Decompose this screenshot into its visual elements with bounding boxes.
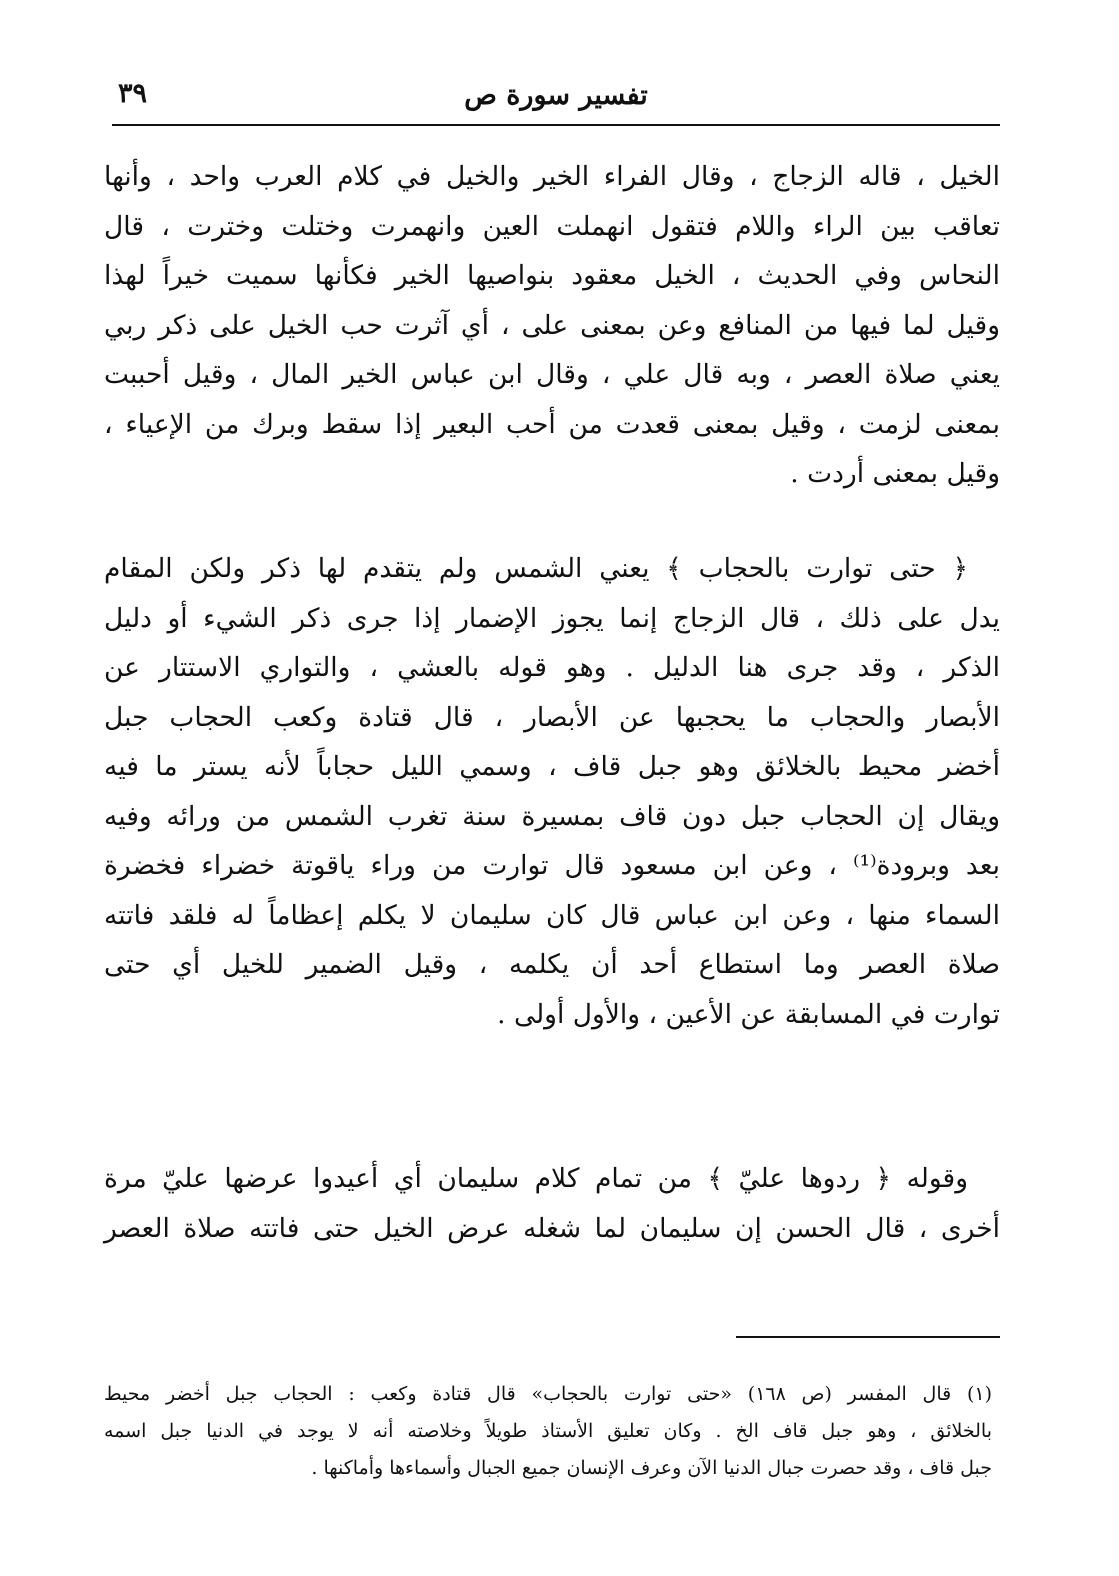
text-line: ويقال إن الحجاب جبل دون قاف بمسيرة سنة تغرب الشمس من ورائه وفيه xyxy=(104,800,1000,832)
text-line: النحاس وفي الحديث ، الخيل معقود بنواصيها الخير فكأنها سميت خيراً لهذا xyxy=(104,260,1000,291)
footnote-line: بالخلائق ، وهو جبل قاف الخ . وكان تعليق الأستاذ طويلاً وخلاصته أنه لا يوجد في الدنيا جبل اسمه xyxy=(104,1420,993,1442)
running-title: تفسير سورة ص xyxy=(464,80,648,111)
paragraph-1 xyxy=(104,152,1000,499)
text-line: تعاقب بين الراء واللام فتقول انهملت العين وانهمرت وختلت وخترت ، قال xyxy=(104,210,1000,242)
text-line: الأبصار والحجاب ما يحجبها عن الأبصار ، قال قتادة وكعب الحجاب جبل xyxy=(104,701,1000,733)
header-rule xyxy=(112,124,1000,126)
text-line: يعني صلاة العصر ، وبه قال علي ، وقال ابن عباس الخير المال ، وقيل أحببت xyxy=(104,359,1000,390)
text-line: أخضر محيط بالخلائق وهو جبل قاف ، وسمي الليل حجاباً لأنه يستر ما فيه xyxy=(104,751,1000,782)
paragraph-3 xyxy=(104,1154,1000,1253)
footnote-line: جبل قاف ، وقد حصرت جبال الدنيا الآن وعرف الإنسان جميع الجبال وأسماءها وأماكنها . xyxy=(311,1457,992,1479)
text-line: بمعنى لزمت ، وقيل بمعنى قعدت من أحب البعير إذا سقط وبرك من الإعياء ، xyxy=(104,408,1000,440)
text-line: أخرى ، قال الحسن إن سليمان لما شغله عرض الخيل حتى فاتته صلاة العصر xyxy=(104,1212,1000,1244)
text-line: يدل على ذلك ، قال الزجاج إنما يجوز الإضمار إذا جرى ذكر الشيء أو دليل xyxy=(104,602,1000,634)
page-number: ٣٩ xyxy=(118,78,148,109)
footnote-rule xyxy=(736,1336,1000,1338)
text-line: ﴿ حتى توارت بالحجاب ﴾ يعني الشمس ولم يتقدم لها ذكر ولكن المقام xyxy=(104,553,968,584)
text-line: صلاة العصر وما استطاع أحد أن يكلمه ، وقيل الضمير للخيل أي حتى xyxy=(104,949,1000,980)
paragraph-2 xyxy=(104,544,1000,1039)
text-line: وقيل بمعنى أردت . xyxy=(790,458,1000,489)
footnote-line: (١) قال المفسر (ص ١٦٨) «حتى توارت بالحجاب» قال قتادة وكعب : الحجاب جبل أخضر محيط xyxy=(104,1383,993,1405)
text-line: السماء منها ، وعن ابن عباس قال كان سليمان لا يكلم إعظاماً له فلقد فاتته xyxy=(104,899,1000,931)
text-line: الخيل ، قاله الزجاج ، وقال الفراء الخير والخيل في كلام العرب واحد ، وأنها xyxy=(104,161,1000,192)
text-line: وقيل لما فيها من المنافع وعن بمعنى على ، أي آثرت حب الخيل على ذكر ربي xyxy=(104,309,1000,341)
text-line: الذكر ، وقد جرى هنا الدليل . وهو قوله بالعشي ، والتواري الاستتار عن xyxy=(104,652,1000,683)
page-header xyxy=(112,78,1000,122)
text-line: وقوله ﴿ ردوها عليّ ﴾ من تمام كلام سليمان أي أعيدوا عرضها عليّ مرة xyxy=(104,1163,968,1194)
text-line: توارت في المسابقة عن الأعين ، والأول أولى . xyxy=(497,998,1000,1030)
text-line: بعد وبرودة⁽¹⁾ ، وعن ابن مسعود قال توارت من وراء ياقوتة خضراء فخضرة xyxy=(104,850,1000,881)
footnote-1 xyxy=(104,1376,992,1487)
